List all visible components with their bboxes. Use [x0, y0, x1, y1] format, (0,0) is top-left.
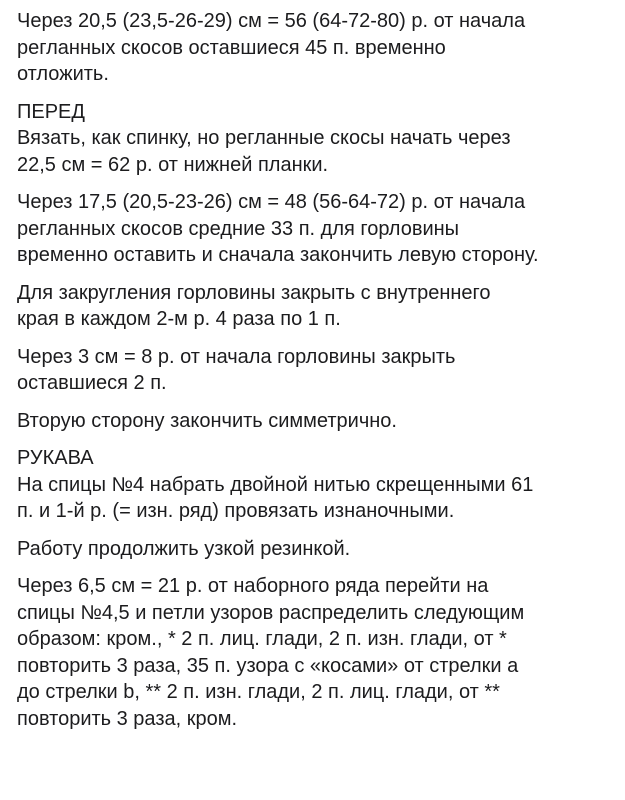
paragraph-front-neckline [17, 189, 617, 269]
text-line: образом: кром., * 2 п. лиц. глади, 2 п. изн. глади, от * [17, 628, 507, 650]
text-line: Через 20,5 (23,5-26-29) см = 56 (64-72-80) р. от начала [17, 10, 526, 32]
paragraph-sleeves-ribbing [17, 536, 617, 563]
document-body [17, 8, 617, 743]
text-line: Через 6,5 см = 21 р. от наборного ряда перейти на [17, 575, 489, 597]
text-line: края в каждом 2-м р. 4 раза по 1 п. [17, 308, 341, 330]
text-line: п. и 1-й р. (= изн. ряд) провязать изнаночными. [17, 500, 455, 522]
text-line: Для закругления горловины закрыть с внутреннего [17, 281, 491, 304]
text-line: оставшиеся 2 п. [17, 372, 167, 394]
text-line: регланных скосов средние 33 п. для горловины [17, 217, 460, 240]
paragraph-second-side [17, 408, 617, 435]
text-line: Через 3 см = 8 р. от начала горловины закрыть [17, 345, 456, 368]
paragraph-back-remaining-stitches [17, 8, 617, 88]
text-line: повторить 3 раза, 35 п. узора с «косами» от стрелки а [17, 654, 519, 677]
paragraph-front-intro [17, 125, 617, 178]
text-line: 22,5 см = 62 р. от нижней планки. [17, 153, 329, 176]
section-heading-front: ПЕРЕД [17, 100, 85, 123]
text-line: На спицы №4 набрать двойной нитью скрещенными 61 [17, 473, 534, 496]
text-line: временно оставить и сначала закончить левую сторону. [17, 244, 539, 266]
text-line: спицы №4,5 и петли узоров распределить следующим [17, 601, 525, 624]
text-line: Вторую сторону закончить симметрично. [17, 409, 397, 432]
text-line: отложить. [17, 63, 109, 85]
text-line: Через 17,5 (20,5-23-26) см = 48 (56-64-72) р. от начала [17, 191, 526, 213]
paragraph-sleeves-caston [17, 472, 617, 525]
text-line: регланных скосов оставшиеся 45 п. временно [17, 36, 446, 59]
paragraph-sleeves-pattern [17, 573, 617, 732]
section-heading-sleeves: РУКАВА [17, 447, 94, 469]
paragraph-neck-bindoff [17, 344, 617, 397]
text-line: Работу продолжить узкой резинкой. [17, 537, 351, 560]
paragraph-neck-rounding [17, 280, 617, 333]
text-line: Вязать, как спинку, но регланные скосы начать через [17, 127, 511, 149]
text-line: повторить 3 раза, кром. [17, 707, 238, 730]
text-line: до стрелки b, ** 2 п. изн. глади, 2 п. лиц. глади, от ** [17, 681, 500, 703]
